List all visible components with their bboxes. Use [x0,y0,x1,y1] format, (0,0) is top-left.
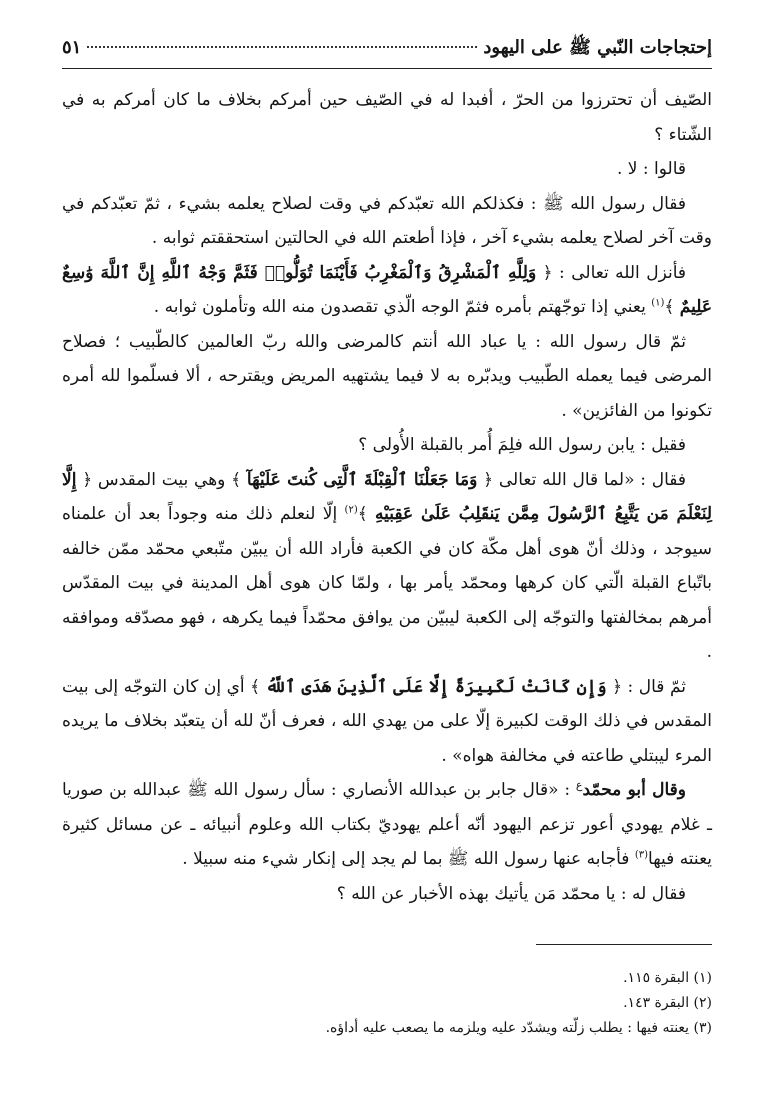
paragraph-5: ثمّ قال رسول الله : يا عباد الله أنتم كالمرضى والله ربّ العالمين كالطّبيب ؛ فصلاح المرضى فيما يعمله الطّبيب ويدبّره به لا فيما يشتهيه المريض ويقترحه ، ألا فسلّموا لله أمره تكونوا من الفائزين» . [62,331,712,421]
footnote-ref-2[interactable]: (٢) [344,504,358,516]
text-run: ﴾ وهي بيت المقدس ﴿ [82,469,242,490]
paragraph-9 [62,773,712,877]
paragraph-8 [62,670,712,774]
paragraph-3: فقال رسول الله ﷺ : فكذلكم الله تعبّدكم في وقت لصلاح يعلمه بشيء ، ثمّ تعبّدكم في وقت آخر لصلاح يعلمه بشيء آخر ، فإذا أطعتم الله في الحالتين استحققتم ثوابه . [62,193,712,248]
speaker-name: وقال أبو محمّد [582,780,686,800]
paragraph-1: الصّيف أن تحترزوا من الحرّ ، أفبدا له في الصّيف حين أمركم بخلاف ما كان أمركم به في الشّتاء ؟ [62,90,712,145]
paragraph-4 [62,256,712,325]
text-run: ﴾ [664,297,675,317]
honorific-mark: ع [575,778,583,792]
quran-verse: إِلَّا لِنَعْلَمَ مَن يَتَّبِعُ ٱلرَّسُولَ مِمَّن يَنقَلِبُ عَلَىٰ عَقِبَيْهِ [62,469,713,524]
footnote-ref-3[interactable]: (٣) [634,849,649,861]
paragraph-7 [62,463,712,670]
footnote-2: (٢) البقرة ١٤٣. [623,995,712,1011]
text-run: ثمّ قال : ﴿ [612,676,686,697]
paragraph-10: فقال له : يا محمّد مَن يأتيك بهذه الأخبار عن الله ؟ [336,883,686,904]
footnote-divider [536,944,712,945]
book-page [62,36,712,1109]
running-header [62,36,712,69]
footnote-3: (٣) يعنته فيها : يطلب زلّته ويشدّد عليه ويلزمه ما يصعب عليه أداؤه. [325,1020,712,1036]
header-title: إحتجاجات النّبي ﷺ على اليهود [483,37,712,58]
quran-verse: وَمَا جَعَلْنَا ٱلْقِبْلَةَ ٱلَّتِى كُنتَ عَلَيْهَآ [246,469,478,490]
quran-verse: وَإِن كَانَتْ لَكَبِيرَةً إِلَّا عَلَى ٱلَّذِينَ هَدَى ٱللَّهُ [265,676,607,697]
text-run: ﴾ [357,504,368,524]
footnote-1: (١) البقرة ١١٥. [623,970,712,986]
text-run: : «قال جابر بن عبدالله الأنصاري : سأل رسول الله ﷺ عبدالله بن صوريا ـ غلام يهودي أعور تزعم اليهود أنّه أعلم يهوديّ بكتاب الله وعلوم أنبيائه ـ عن مسائل كثيرة يعنته فيها [62,780,712,869]
text-run: إلّا لنعلم ذلك منه وجوداً بعد أن علمناه سيوجد ، وذلك أنّ هوى أهل مكّة كان في الكعبة فأراد الله أن يبيّن متّبعي محمّد ممّن خالفه باتّباع القبلة الّتي كان كرهها ومحمّد يأمر بها ، ولمّا كان هوى أهل المدينة في بيت المقدّس أمرهم بمخالفتها والتوجّه إلى الكعبة ليبيّن من يوافق محمّداً فيما يكرهه ، فهو مصدّقه وموافقه . [62,504,712,662]
text-run: فأجابه عنها رسول الله ﷺ بما لم يجد إلى إنكار شيء منه سبيلا . [182,849,635,869]
text-run: ﴾ أي إن كان التوجّه إلى بيت المقدس في ذلك الوقت لكبيرة إلّا على من يهدي الله ، فعرف أنّ لله أن يتعبّد بخلاف ما يريده المرء ليبتلي طاعته في مخالفة هواه» . [62,676,712,766]
footnote-ref-1[interactable]: (١) [651,297,665,309]
body-text [62,83,712,911]
paragraph-6: فقيل : يابن رسول الله فلِمَ أُمر بالقبلة الأُولى ؟ [358,435,686,455]
quran-verse: وَلِلَّهِ ٱلْمَشْرِقُ وَٱلْمَغْرِبُ فَأَيْنَمَا تُوَلُّوا۟ فَثَمَّ وَجْهُ ٱللَّهِ إِنَّ ٱللَّهَ وَٰسِعٌ عَلِيمٌ [62,262,712,317]
footnotes [62,966,712,1041]
text-run: فقال : «لما قال الله تعالى ﴿ [483,469,687,490]
header-leader-dots [87,46,477,48]
paragraph-2: قالوا : لا . [616,159,686,179]
text-run: يعني إذا توجّهتم بأمره فثمّ الوجه الّذي تقصدون منه الله وتأملون ثوابه . [153,297,652,317]
text-run: فأنزل الله تعالى : ﴿ [542,262,687,283]
page-number: ٥١ [62,37,82,58]
